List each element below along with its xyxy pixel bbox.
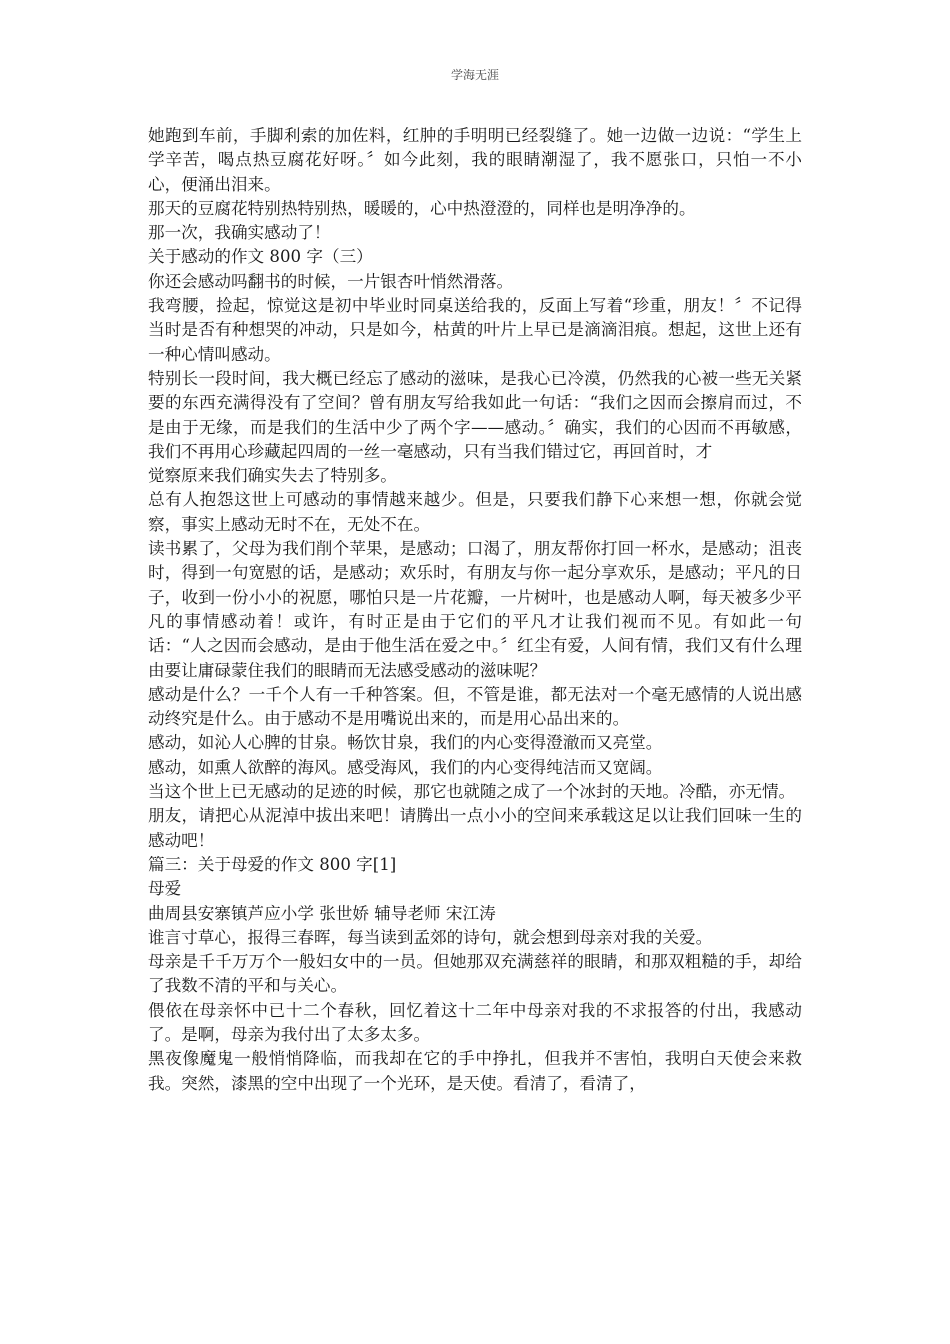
document-body	[148, 124, 802, 1096]
paragraph: 感动是什么？一千个人有一千种答案。但，不管是谁，都无法对一个毫无感情的人说出感动终究是什么。由于感动不是用嘴说出来的，而是用心品出来的。	[148, 684, 802, 729]
paragraph: 总有人抱怨这世上可感动的事情越来越少。但是，只要我们静下心来想一想，你就会觉察，事实上感动无时不在，无处不在。	[148, 490, 802, 534]
paragraph: 她跑到车前，手脚利索的加佐料，红肿的手明明已经裂缝了。她一边做一边说：“学生上学辛苦，喝点热豆腐花好呀。〞如今此刻，我的眼睛潮湿了，我不愿张口，只怕一不小心，便涌出泪来。	[148, 126, 802, 194]
author-line: 曲周县安寨镇芦应小学 张世娇 辅导老师 宋江涛	[148, 903, 496, 923]
paragraph: 母亲是千千万万个一般妇女中的一员。但她那双充满慈祥的眼睛，和那双粗糙的手，却给了我数不清的平和与关心。	[148, 952, 802, 996]
paragraph: 我弯腰，捡起，惊觉这是初中毕业时同桌送给我的，反面上写着“珍重，朋友！〞不记得当时是否有种想哭的冲动，只是如今，枯黄的叶片上早已是滴滴泪痕。想起，这世上还有一种心情叫感动。	[148, 296, 802, 364]
section-heading: 篇三：关于母爱的作文 800 字[1]	[148, 854, 397, 874]
paragraph: 那天的豆腐花特别热特别热，暖暖的，心中热澄澄的，同样也是明净净的。	[148, 198, 696, 218]
paragraph: 感动，如熏人欲醉的海风。感受海风，我们的内心变得纯洁而又宽阔。	[148, 757, 663, 777]
paragraph: 谁言寸草心，报得三春晖，每当读到孟郊的诗句，就会想到母亲对我的关爱。	[148, 927, 713, 947]
paragraph: 特别长一段时间，我大概已经忘了感动的滋味，是我心已冷漠，仍然我的心被一些无关紧要的东西充满得没有了空间？曾有朋友写给我如此一句话：“我们之因而会擦肩而过，不是由于无缘，而是我们的生活中少了两个字——感动。〞确实，我们的心因而不再敏感，我们不再用心珍藏起四周的一丝一毫感动，只有当我们错过它，再回首时，才	[148, 368, 802, 461]
paragraph: 觉察原来我们确实失去了特别多。	[148, 466, 397, 486]
paragraph: 感动，如沁人心脾的甘泉。畅饮甘泉，我们的内心变得澄澈而又亮堂。	[148, 733, 663, 753]
paragraph: 你还会感动吗翻书的时候，一片银杏叶悄然滑落。	[148, 271, 514, 291]
paragraph: 当这个世上已无感动的足迹的时候，那它也就随之成了一个冰封的天地。冷酷，亦无情。	[148, 782, 796, 802]
paragraph: 偎依在母亲怀中已十二个春秋，回忆着这十二年中母亲对我的不求报答的付出，我感动了。是啊，母亲为我付出了太多太多。	[148, 1000, 802, 1044]
page-header: 学海无涯	[450, 68, 499, 82]
essay-title: 母爱	[148, 879, 182, 899]
paragraph: 朋友，请把心从泥淖中拔出来吧！请腾出一点小小的空间来承载这足以让我们回味一生的感动吧！	[148, 806, 802, 850]
paragraph: 读书累了，父母为我们削个苹果，是感动；口渴了，朋友帮你打回一杯水，是感动；沮丧时，得到一句宽慰的话，是感动；欢乐时，有朋友与你一起分享欢乐，是感动；平凡的日子，收到一份小小的祝愿，哪怕只是一片花瓣，一片树叶，也是感动人啊，每天被多少平凡的事情感动着！或许，有时正是由于它们的平凡才让我们视而不见。有如此一句话：“人之因而会感动，是由于他生活在爱之中。〞红尘有爱，人间有情，我们又有什么理由要让庸碌蒙住我们的眼睛而无法感受感动的滋味呢？	[148, 539, 802, 680]
paragraph: 那一次，我确实感动了！	[148, 223, 331, 243]
section-heading: 关于感动的作文 800 字（三）	[148, 247, 373, 267]
paragraph: 黑夜像魔鬼一般悄悄降临，而我却在它的手中挣扎，但我并不害怕，我明白天使会来救我。突然，漆黑的空中出现了一个光环，是天使。看清了，看清了，	[148, 1049, 802, 1093]
